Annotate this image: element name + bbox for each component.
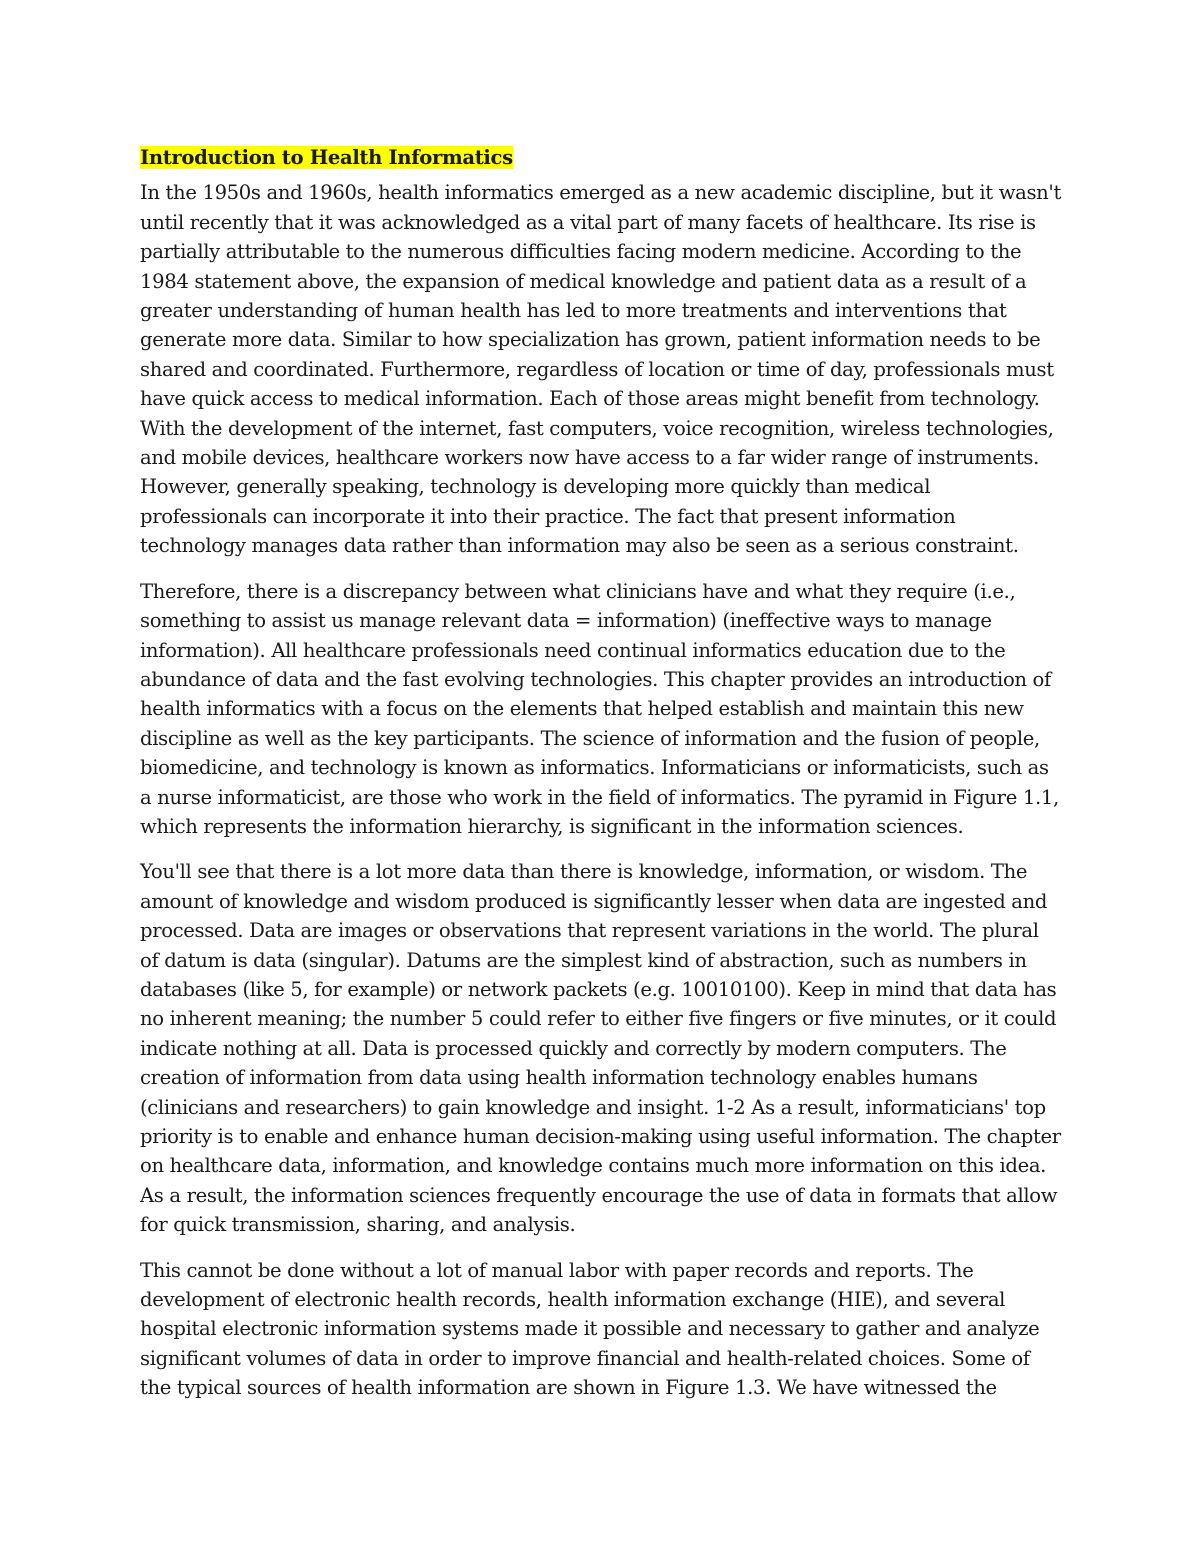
paragraph-3: You'll see that there is a lot more data than there is knowledge, information, or wisdom. The amount of knowledge and wisdom produced is significantly lesser when data are ingested and processed. Data are images or observations that represent variations in the world. The plural of datum is data (singular). Datums are the simplest kind of abstraction, such as numbers in databases (like 5, for example) or network packets (e.g. 10010100). Keep in mind that data has no inherent meaning; the number 5 could refer to either five fingers or five minutes, or it could indicate nothing at all. Data is processed quickly and correctly by modern computers. The creation of information from data using health information technology enables humans (clinicians and researchers) to gain knowledge and insight. 1-2 As a result, informaticians' top priority is to enable and enhance human decision-making using useful information. The chapter on healthcare data, information, and knowledge contains much more information on this idea. As a result, the information sciences frequently encourage the use of data in formats that allow for quick transmission, sharing, and analysis.	[140, 860, 1061, 1237]
document-title	[140, 143, 1062, 172]
paragraph-2: Therefore, there is a discrepancy between what clinicians have and what they require (i.e., something to assist us manage relevant data = information) (ineffective ways to manage information). All healthcare professionals need continual informatics education due to the abundance of data and the fast evolving technologies. This chapter provides an introduction of health informatics with a focus on the elements that helped establish and maintain this new discipline as well as the key participants. The science of information and the fusion of people, biomedicine, and technology is known as informatics. Informaticians or informaticists, such as a nurse informaticist, are those who work in the field of informatics. The pyramid in Figure 1.1, which represents the information hierarchy, is significant in the information sciences.	[140, 579, 1059, 838]
highlighted-title-text: Introduction to Health Informatics	[140, 146, 513, 169]
document-body	[140, 143, 1062, 1419]
paragraph-1: In the 1950s and 1960s, health informatics emerged as a new academic discipline, but it wasn't until recently that it was acknowledged as a vital part of many facets of healthcare. Its rise is partially attributable to the numerous difficulties facing modern medicine. According to the 1984 statement above, the expansion of medical knowledge and patient data as a result of a greater understanding of human health has led to more treatments and interventions that generate more data. Similar to how specialization has grown, patient information needs to be shared and coordinated. Furthermore, regardless of location or time of day, professionals must have quick access to medical information. Each of those areas might benefit from technology. With the development of the internet, fast computers, voice recognition, wireless technologies, and mobile devices, healthcare workers now have access to a far wider range of instruments. However, generally speaking, technology is developing more quickly than medical professionals can incorporate it into their practice. The fact that present information technology manages data rather than information may also be seen as a serious constraint.	[140, 181, 1061, 558]
paragraph-4: This cannot be done without a lot of manual labor with paper records and reports. The development of electronic health records, health information exchange (HIE), and several hospital electronic information systems made it possible and necessary to gather and analyze significant volumes of data in order to improve financial and health-related choices. Some of the typical sources of health information are shown in Figure 1.3. We have witnessed the	[140, 1258, 1040, 1400]
